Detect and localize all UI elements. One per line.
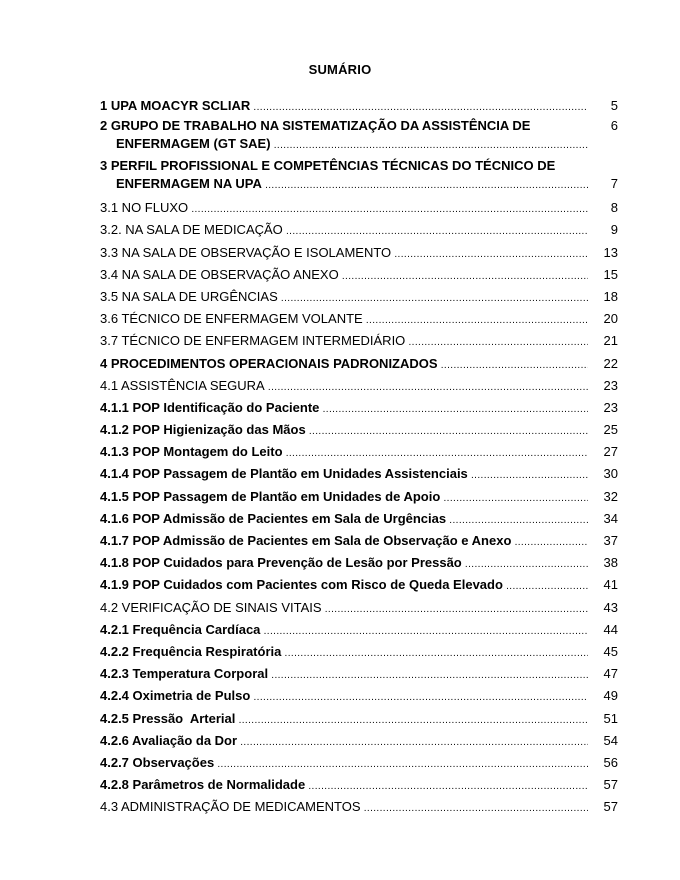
toc-entry-text: 3.5 NA SALA DE URGÊNCIAS .....: [100, 286, 588, 310]
toc-entry[interactable]: [100, 552, 618, 574]
toc-entry[interactable]: [100, 685, 618, 707]
toc-page-number: 25: [603, 422, 618, 438]
toc-page-number: 13: [603, 244, 618, 260]
toc-entry[interactable]: [100, 508, 618, 530]
toc-entry[interactable]: [100, 663, 618, 685]
toc-entry[interactable]: [100, 597, 618, 619]
toc-entry-text: 4.1.1 POP Identificação do Paciente .....: [100, 397, 588, 421]
toc-page-number: 44: [603, 621, 618, 637]
toc-page-number: 30: [603, 466, 618, 482]
toc-entry-text: 4.1.5 POP Passagem de Plantão em Unidades de Apoio .....: [100, 486, 588, 510]
toc-page-number: 9: [610, 222, 618, 238]
toc-entry-text: 4.1.4 POP Passagem de Plantão em Unidades Assistenciais .....: [100, 463, 588, 487]
toc-entry-text: 4.1.7 POP Admissão de Pacientes em Sala de Observação e Anexo .....: [100, 530, 588, 554]
toc-page-number: 21: [603, 333, 618, 349]
toc-entry[interactable]: [100, 486, 618, 508]
toc-entry-text: 3 PERFIL PROFISSIONAL E COMPETÊNCIAS TÉCNICAS DO TÉCNICO DE: [100, 158, 556, 174]
toc-entry[interactable]: [100, 752, 618, 774]
toc-entry-text-continuation: ENFERMAGEM (GT SAE) .....: [116, 135, 588, 155]
toc-page-number: 22: [603, 355, 618, 371]
toc-entry[interactable]: [100, 463, 618, 485]
toc-entry-text: 4.2.4 Oximetria de Pulso .....: [100, 685, 588, 709]
toc-page-number: 23: [603, 399, 618, 415]
toc-page-number: 6: [610, 118, 618, 134]
toc-entry[interactable]: [100, 796, 618, 818]
toc-page-number: 49: [603, 688, 618, 704]
toc-page-number: 15: [603, 266, 618, 282]
toc-page-number: 57: [603, 777, 618, 793]
toc-entry-text: 4.3 ADMINISTRAÇÃO DE MEDICAMENTOS .....: [100, 796, 588, 820]
toc-entry[interactable]: [100, 441, 618, 463]
toc-page-number: 7: [610, 176, 618, 192]
toc-entry[interactable]: [100, 264, 618, 286]
toc-entry[interactable]: [100, 242, 618, 264]
table-of-contents: [100, 95, 618, 818]
toc-entry-text: 4.1.9 POP Cuidados com Pacientes com Risco de Queda Elevado .....: [100, 574, 588, 598]
toc-page-number: 47: [603, 666, 618, 682]
toc-entry-text: 4.1.3 POP Montagem do Leito .....: [100, 441, 588, 465]
toc-title: SUMÁRIO: [308, 62, 372, 77]
toc-page-number: 18: [603, 288, 618, 304]
toc-entry-text: 2 GRUPO DE TRABALHO NA SISTEMATIZAÇÃO DA ASSISTÊNCIA DE: [100, 118, 531, 134]
toc-page-number: 45: [603, 643, 618, 659]
toc-entry-text: 3.7 TÉCNICO DE ENFERMAGEM INTERMEDIÁRIO .....: [100, 330, 588, 354]
toc-page-number: 8: [610, 200, 618, 216]
toc-page-number: 41: [603, 577, 618, 593]
toc-entry-text-continuation: ENFERMAGEM NA UPA .....: [116, 175, 588, 195]
toc-entry-text: 3.1 NO FLUXO .....: [100, 197, 588, 221]
toc-entry-text: 4.1 ASSISTÊNCIA SEGURA .....: [100, 375, 588, 399]
toc-entry[interactable]: [100, 117, 618, 157]
toc-page-number: 56: [603, 754, 618, 770]
toc-entry-text: 4.2.1 Frequência Cardíaca .....: [100, 619, 588, 643]
toc-entry-text: 4 PROCEDIMENTOS OPERACIONAIS PADRONIZADOS .....: [100, 353, 588, 377]
toc-entry[interactable]: [100, 419, 618, 441]
toc-page-number: 5: [610, 98, 618, 113]
toc-entry[interactable]: [100, 730, 618, 752]
toc-page-number: 20: [603, 311, 618, 327]
toc-entry-text: 4.2.6 Avaliação da Dor .....: [100, 730, 588, 754]
toc-page-number: 23: [603, 377, 618, 393]
toc-entry[interactable]: [100, 197, 618, 219]
toc-page-number: 37: [603, 533, 618, 548]
toc-page-number: 32: [603, 488, 618, 504]
toc-page-number: 57: [603, 799, 618, 815]
toc-page-number: 54: [603, 732, 618, 748]
toc-entry[interactable]: [100, 219, 618, 241]
toc-entry[interactable]: [100, 286, 618, 308]
toc-entry[interactable]: [100, 397, 618, 419]
toc-entry[interactable]: [100, 308, 618, 330]
toc-entry-text: 4.2.2 Frequência Respiratória .....: [100, 641, 588, 665]
toc-entry-text: 3.4 NA SALA DE OBSERVAÇÃO ANEXO .....: [100, 264, 588, 288]
toc-entry-text: 4.2 VERIFICAÇÃO DE SINAIS VITAIS .....: [100, 597, 588, 621]
toc-entry[interactable]: [100, 619, 618, 641]
toc-entry[interactable]: [100, 574, 618, 596]
toc-page-number: 43: [603, 599, 618, 615]
toc-entry[interactable]: [100, 375, 618, 397]
toc-entry[interactable]: [100, 95, 618, 117]
toc-entry-text: 4.1.8 POP Cuidados para Prevenção de Lesão por Pressão .....: [100, 552, 588, 576]
toc-entry[interactable]: [100, 530, 618, 552]
toc-page-number: 51: [603, 710, 618, 726]
toc-entry-text: 4.2.3 Temperatura Corporal .....: [100, 663, 588, 687]
toc-entry-text: 4.1.2 POP Higienização das Mãos .....: [100, 419, 588, 443]
toc-entry-text: 3.2. NA SALA DE MEDICAÇÃO .....: [100, 219, 588, 243]
toc-entry[interactable]: [100, 353, 618, 375]
toc-entry[interactable]: [100, 330, 618, 352]
toc-entry-text: 4.1.6 POP Admissão de Pacientes em Sala de Urgências .....: [100, 508, 588, 532]
toc-page-number: 27: [603, 444, 618, 460]
toc-page-number: 34: [603, 510, 618, 526]
toc-entry-text: 4.2.8 Parâmetros de Normalidade .....: [100, 774, 588, 798]
toc-page-number: 38: [603, 555, 618, 571]
toc-entry-text: 4.2.5 Pressão Arterial .....: [100, 708, 588, 732]
toc-entry-text: 3.6 TÉCNICO DE ENFERMAGEM VOLANTE .....: [100, 308, 588, 332]
toc-entry[interactable]: [100, 157, 618, 197]
toc-entry-text: 4.2.7 Observações .....: [100, 752, 588, 776]
toc-entry[interactable]: [100, 774, 618, 796]
toc-entry-text: 1 UPA MOACYR SCLIAR .....: [100, 95, 588, 119]
toc-entry[interactable]: [100, 641, 618, 663]
toc-entry-text: 3.3 NA SALA DE OBSERVAÇÃO E ISOLAMENTO .....: [100, 242, 588, 266]
toc-entry[interactable]: [100, 708, 618, 730]
